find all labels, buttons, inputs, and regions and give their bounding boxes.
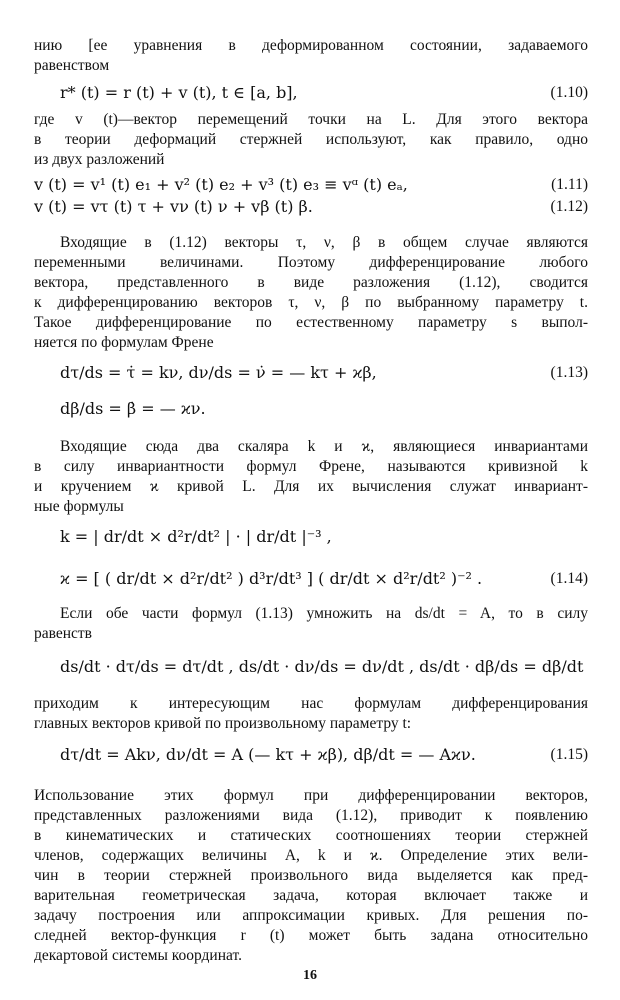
equation-number: (1.15): [550, 746, 588, 763]
equation-1-10: r* (t) = r (t) + v (t), t ∈ [a, b],: [60, 83, 298, 102]
text-line: Входящие в (1.12) векторы τ, ν, β в общем случае являются: [60, 234, 588, 251]
equation-number: (1.14): [550, 570, 588, 587]
text-line: Такое дифференцирование по естественному параметру s выпол-: [34, 314, 588, 331]
text-line: в кинематических и статических соотношениях теории стержней: [34, 827, 588, 844]
text-line: Если обе части формул (1.13) умножить на ds/dt = A, то в силу: [60, 605, 588, 622]
text-line: представленных разложениями вида (1.12), приводит к появлению: [34, 807, 588, 824]
text-line: в теории деформаций стержней используют, как правило, одно: [34, 131, 588, 148]
equation-1-14-curvature: k = | dr/dt × d²r/dt² | · | dr/dt |⁻³ ,: [60, 527, 332, 546]
equation-number: (1.10): [550, 84, 588, 101]
text-line: приходим к интересующим нас формулам дифференцирования: [34, 695, 588, 712]
text-line: нию [ее уравнения в деформированном состоянии, задаваемого: [34, 37, 588, 54]
equation-1-14-torsion: ϰ = [ ( dr/dt × d²r/dt² ) d³r/dt³ ] ( dr/dt × d²r/dt² )⁻² .: [60, 569, 483, 588]
page-number: 16: [303, 968, 317, 983]
equation-1-11: v (t) = v¹ (t) e₁ + v² (t) e₂ + v³ (t) e₃ ≡ vᵅ (t) eₐ,: [34, 175, 408, 194]
text-line: ные формулы: [34, 498, 124, 515]
equation-1-13-second: dβ/ds = β̇ = — ϰν.: [60, 399, 206, 418]
equation-number: (1.12): [550, 198, 588, 215]
equation-1-12: v (t) = vτ (t) τ + vν (t) ν + vβ (t) β.: [34, 197, 313, 216]
text-line: главных векторов кривой по произвольному параметру t:: [34, 715, 412, 732]
text-line: следней вектор-функция r (t) может быть задана относительно: [34, 927, 588, 944]
text-line: няется по формулам Френе: [34, 334, 214, 351]
text-line: членов, содержащих величины A, k и ϰ. Определение этих вели-: [34, 847, 588, 864]
equation-1-15: dτ/dt = Akν, dν/dt = A (— kτ + ϰβ), dβ/dt = — Aϰν.: [60, 745, 476, 764]
text-line: Входящие сюда два скаляра k и ϰ, являющиеся инвариантами: [60, 438, 588, 455]
text-line: задачу построения или аппроксимации кривых. Для решения по-: [34, 907, 588, 924]
equation-number: (1.11): [551, 176, 588, 193]
text-line: и кручением ϰ кривой L. Для их вычисления служат инвариант-: [34, 478, 588, 495]
text-line: чин в теории стержней произвольного вида выделяется как пред-: [34, 867, 588, 884]
text-line: равенств: [34, 625, 93, 642]
text-line: декартовой системы координат.: [34, 947, 242, 964]
text-line: переменными величинами. Поэтому дифференцирование любого: [34, 254, 588, 271]
text-line: Использование этих формул при дифференцировании векторов,: [34, 787, 588, 804]
text-line: к дифференцированию векторов τ, ν, β по выбранному параметру t.: [34, 294, 588, 311]
equation-1-13: dτ/ds = τ̇ = kν, dν/ds = ν̇ = — kτ + ϰβ,: [60, 363, 377, 382]
equation-number: (1.13): [550, 364, 588, 381]
text-line: равенством: [34, 57, 110, 74]
text-line: варительная геометрическая задача, которая включает также и: [34, 887, 588, 904]
text-line: в силу инвариантности формул Френе, называются кривизной k: [34, 458, 588, 475]
text-line: из двух разложений: [34, 151, 165, 168]
equation-ratios: ds/dt · dτ/ds = dτ/dt , ds/dt · dν/ds = dν/dt , ds/dt · dβ/ds = dβ/dt: [60, 657, 584, 676]
text-line: где v (t)—вектор перемещений точки на L. Для этого вектора: [34, 111, 588, 128]
text-line: вектора, представленного в виде разложения (1.12), сводится: [34, 274, 588, 291]
